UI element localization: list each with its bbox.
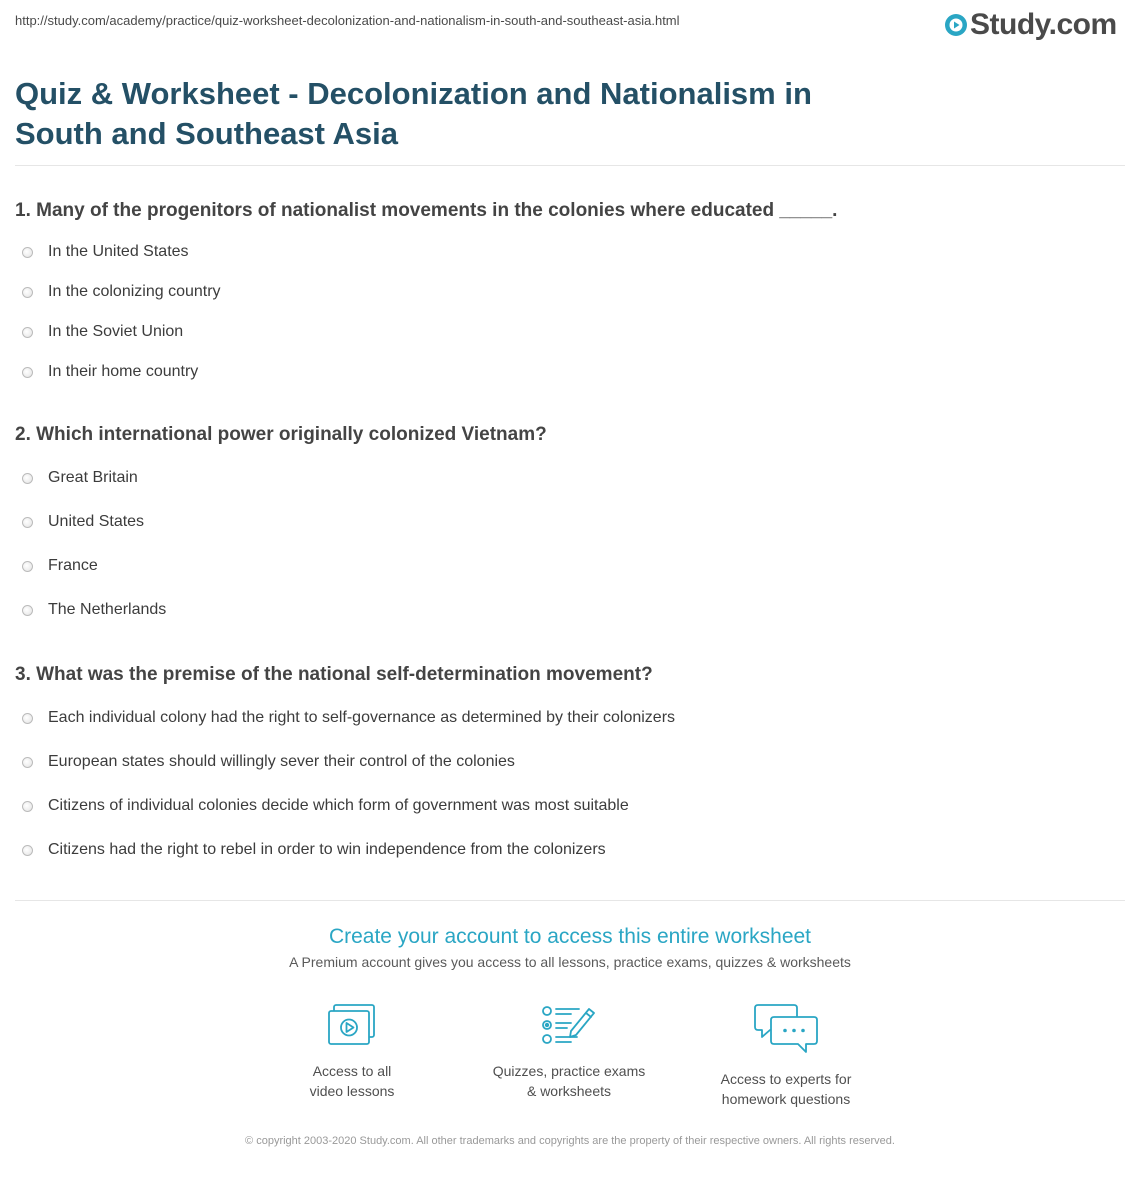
answer-label: Citizens of individual colonies decide which form of government was most suitable (48, 797, 629, 814)
answer-option[interactable] (22, 839, 606, 861)
answer-label: In their home country (48, 363, 199, 380)
radio-button[interactable] (22, 517, 33, 528)
answer-option[interactable] (22, 241, 189, 263)
logo-text: Study.com (970, 8, 1117, 41)
answer-label: Citizens had the right to rebel in order to win independence from the colonizers (48, 841, 606, 858)
answer-option[interactable] (22, 707, 675, 729)
answer-option[interactable] (22, 555, 98, 577)
answer-option[interactable] (22, 511, 144, 533)
answer-option[interactable] (22, 281, 221, 303)
answer-label: Great Britain (48, 469, 138, 486)
answer-option[interactable] (22, 795, 629, 817)
answer-label: In the Soviet Union (48, 323, 184, 340)
radio-button[interactable] (22, 713, 33, 724)
question-title: 3. What was the premise of the national self-determination movement? (15, 664, 653, 685)
quiz-checklist-icon (541, 1003, 597, 1047)
answer-label: United States (48, 513, 145, 530)
question-title: 1. Many of the progenitors of nationalist movements in the colonies where educated _____. (15, 200, 838, 221)
feature-label-line: homework questions (721, 1091, 851, 1107)
cta-divider (15, 900, 1125, 901)
feature-label-line: video lessons (309, 1083, 395, 1099)
radio-button[interactable] (22, 327, 33, 338)
copyright-notice: © copyright 2003-2020 Study.com. All other trademarks and copyrights are the property of their respective owners. All rights reserved. (245, 1135, 895, 1147)
play-circle-icon (944, 13, 968, 37)
answer-label: European states should willingly sever their control of the colonies (48, 753, 515, 770)
answer-label: Each individual colony had the right to self-governance as determined by their colonizers (48, 709, 676, 726)
radio-button[interactable] (22, 605, 33, 616)
title-divider (15, 165, 1125, 166)
study-logo[interactable] (944, 8, 1117, 42)
radio-button[interactable] (22, 801, 33, 812)
radio-button[interactable] (22, 845, 33, 856)
radio-button[interactable] (22, 247, 33, 258)
answer-label: In the United States (48, 243, 189, 260)
feature-label-line: Access to all (312, 1063, 392, 1079)
cta-subtitle: A Premium account gives you access to all lessons, practice exams, quizzes & worksheets (289, 954, 851, 970)
answer-option[interactable] (22, 361, 198, 383)
radio-button[interactable] (22, 561, 33, 572)
cta-title[interactable]: Create your account to access this entire worksheet (328, 925, 812, 948)
answer-option[interactable] (22, 321, 183, 343)
page-title: Quiz & Worksheet - Decolonization and Nationalism in South and Southeast Asia (15, 76, 812, 151)
radio-button[interactable] (22, 367, 33, 378)
feature-quizzes (469, 1003, 669, 1101)
feature-experts (686, 1003, 886, 1109)
chat-bubbles-icon (754, 1003, 818, 1055)
page-url: http://study.com/academy/practice/quiz-worksheet-decolonization-and-nationalism-in-south-and-southeast-asia.html (15, 13, 680, 28)
answer-label: The Netherlands (48, 601, 167, 618)
feature-video-lessons (252, 1003, 452, 1101)
video-lessons-icon (326, 1003, 378, 1047)
answer-option[interactable] (22, 599, 166, 621)
answer-label: France (48, 557, 98, 574)
feature-label-line: Access to experts for (720, 1071, 852, 1087)
question-title: 2. Which international power originally colonized Vietnam? (15, 424, 547, 445)
radio-button[interactable] (22, 473, 33, 484)
answer-option[interactable] (22, 467, 138, 489)
feature-label-line: & worksheets (526, 1083, 612, 1099)
answer-option[interactable] (22, 751, 515, 773)
radio-button[interactable] (22, 757, 33, 768)
answer-label: In the colonizing country (48, 283, 221, 300)
feature-label-line: Quizzes, practice exams (492, 1063, 646, 1079)
radio-button[interactable] (22, 287, 33, 298)
